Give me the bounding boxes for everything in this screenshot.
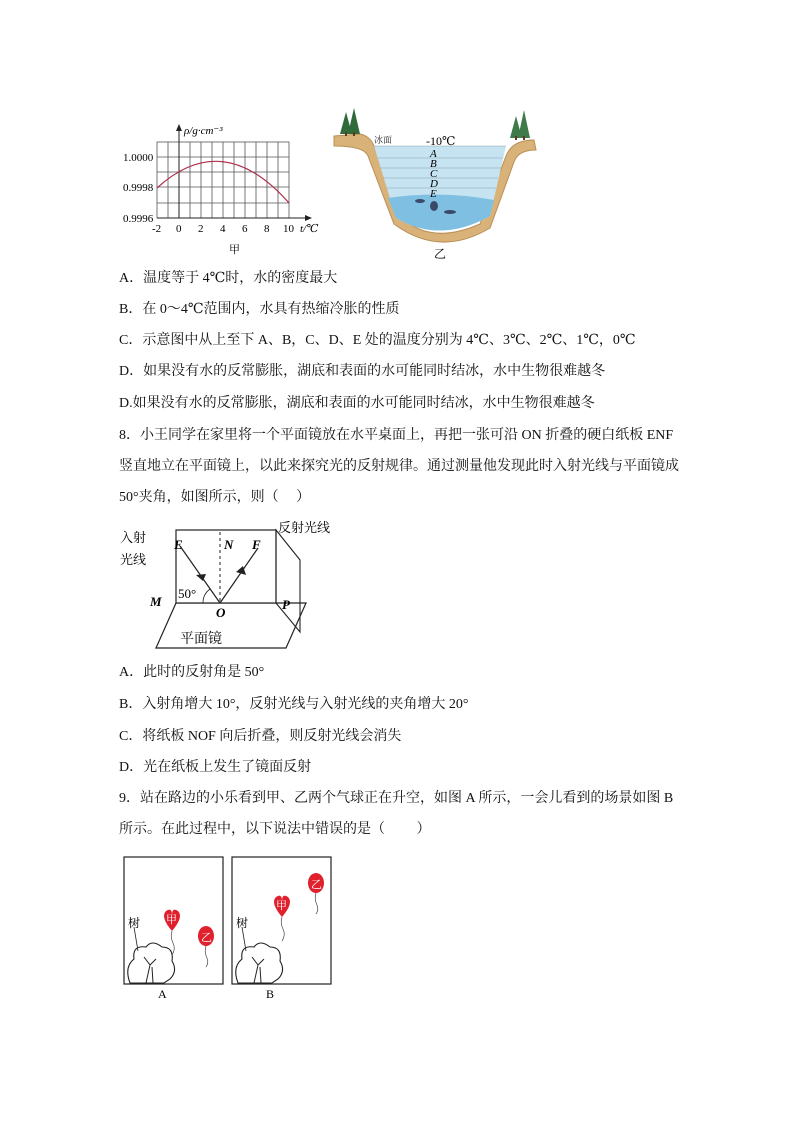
x-tick: 6 [242, 223, 248, 235]
layer-label: C [430, 168, 438, 180]
layer-label: A [430, 148, 437, 160]
reflection-diagram [118, 520, 348, 655]
layer-label: E [430, 188, 437, 200]
balloon-jia-label: 甲 [166, 914, 177, 926]
point-e-label: E [174, 537, 183, 552]
q9-stem-line-2: 所示。在此过程中，以下说法中错误的是（ ） [119, 822, 431, 837]
balloon-yi-label: 乙 [201, 932, 212, 944]
q7-option-d-repeat: D.如果没有水的反常膨胀，湖底和表面的水可能同时结冰，水中生物很难越冬 [119, 396, 595, 411]
q8-option-d: D．光在纸板上发生了镜面反射 [119, 760, 312, 775]
q8-stem-line-2: 竖直地立在平面镜上，以此来探究光的反射规律。通过测量他发现此时入射光线与平面镜成 [119, 459, 679, 474]
mirror-label: 平面镜 [180, 632, 222, 647]
point-p-label: P [282, 597, 290, 612]
q8-stem-line-3: 50°夹角，如图所示，则（ ） [119, 490, 311, 505]
q7-option-c: C．示意图中从上至下 A、B，C、D、E 处的温度分别为 4℃、3℃、2℃、1℃，0℃ [119, 333, 636, 348]
panel-b-caption: B [266, 987, 275, 1001]
panel-a-caption: A [158, 987, 167, 1001]
balloon-yi-label: 乙 [311, 879, 322, 891]
x-tick: 10 [283, 223, 294, 235]
q8-stem-line-1: 8．小王同学在家里将一个平面镜放在水平桌面上，再把一张可沿 ON 折叠的硬白纸板 ENF [119, 428, 674, 443]
q8-option-a: A．此时的反射角是 50° [119, 665, 265, 680]
ice-surface-label: 冰面 [374, 135, 393, 145]
angle-label: 50° [178, 586, 197, 601]
tree-label: 树 [128, 916, 141, 930]
x-tick: 2 [198, 223, 204, 235]
y-tick: 0.9996 [123, 213, 154, 225]
q9-stem-line-1: 9．站在路边的小乐看到甲、乙两个气球正在升空，如图 A 所示，一会儿看到的场景如图 B [119, 791, 674, 806]
x-tick: 0 [176, 223, 182, 235]
lake-diagram [330, 106, 540, 261]
pine-tree-icon [510, 110, 530, 140]
q8-option-c: C．将纸板 NOF 向后折叠，则反射光线会消失 [119, 729, 402, 744]
layer-label: D [430, 178, 438, 190]
panel-a [124, 857, 223, 984]
x-tick: 8 [264, 223, 270, 235]
y-tick: 0.9998 [123, 182, 154, 194]
q7-option-a: A．温度等于 4℃时，水的密度最大 [119, 271, 338, 286]
density-graph [123, 118, 340, 260]
balloon-figure [120, 855, 340, 1005]
point-m-label: M [150, 594, 162, 609]
incident-ray-label: 入射 [120, 530, 147, 545]
y-tick: 1.0000 [123, 152, 154, 164]
x-axis-label: t/℃ [300, 223, 319, 235]
point-f-label: F [252, 537, 261, 552]
panel-b [232, 857, 331, 984]
x-tick: -2 [152, 223, 162, 235]
reflected-ray-label: 反射光线 [278, 520, 331, 535]
y-axis-label: ρ/g·cm⁻³ [184, 125, 223, 137]
point-n-label: N [224, 537, 234, 552]
q8-option-b: B．入射角增大 10°，反射光线与入射光线的夹角增大 20° [119, 697, 469, 712]
tree-label: 树 [236, 916, 249, 930]
figure-caption-jia: 甲 [229, 244, 240, 256]
surface-temperature: -10℃ [426, 134, 456, 148]
pine-tree-icon [340, 108, 360, 136]
q7-option-d: D．如果没有水的反常膨胀，湖底和表面的水可能同时结冰，水中生物很难越冬 [119, 364, 606, 379]
balloon-jia-label: 甲 [276, 900, 287, 912]
point-o-label: O [216, 605, 226, 620]
x-tick: 4 [220, 223, 226, 235]
q7-option-b: B．在 0～4℃范围内，水具有热缩冷胀的性质 [119, 302, 400, 317]
layer-label: B [430, 158, 437, 170]
figure-caption-yi: 乙 [434, 247, 447, 261]
incident-ray-label: 光线 [120, 552, 147, 567]
